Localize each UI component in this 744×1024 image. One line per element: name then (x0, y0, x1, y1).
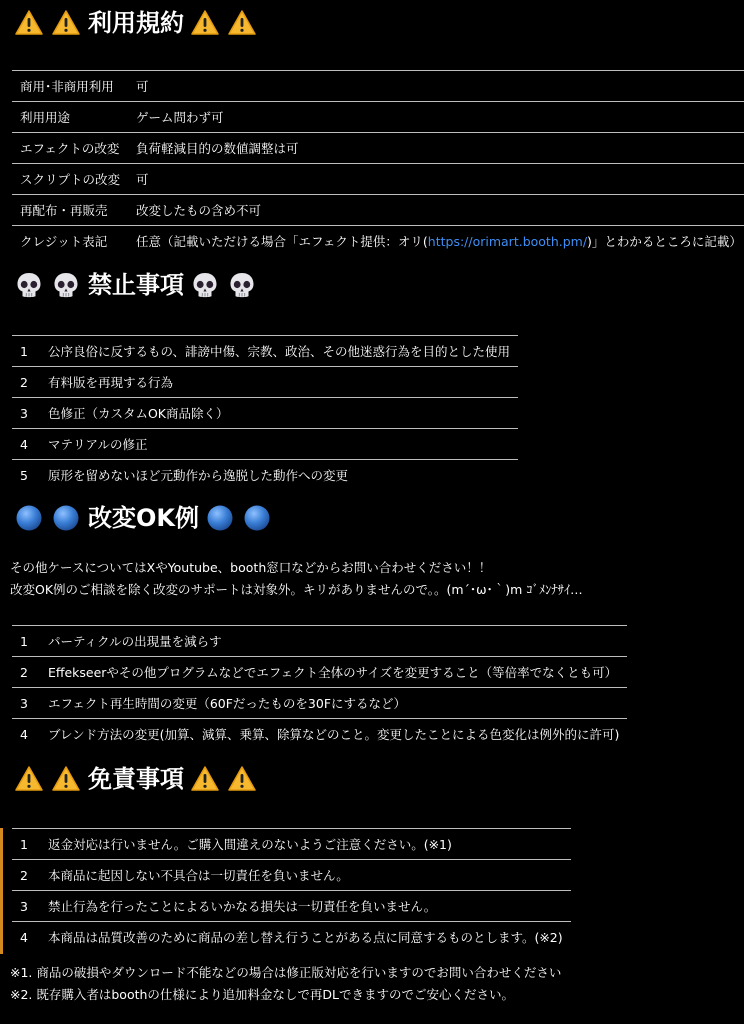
table-row (12, 367, 518, 398)
row-number: 3 (12, 891, 40, 922)
credit-text-after: )」とわかるところに記載） (587, 234, 742, 249)
table-row (12, 891, 571, 922)
term-value: 可 (128, 71, 744, 102)
blue-circle-icon (242, 503, 272, 533)
booth-link[interactable]: https://orimart.booth.pm/ (427, 234, 588, 249)
row-text: 禁止行為を行ったことによるいかなる損失は一切責任を負いません。 (40, 891, 571, 922)
modify-ok-note-2: 改変OK例のご相談を除く改変のサポートは対象外。キリがありませんので。。(m´･ω･｀)m ｺﾞﾒﾝﾅｻｲ… (10, 582, 583, 597)
footnote-2: ※2. 既存購入者はboothの仕様により追加料金なしで再DLできますのでご安心ください。 (10, 987, 515, 1002)
row-text: 原形を留めないほど元動作から逸脱した動作への変更 (47, 468, 348, 483)
table-row (12, 626, 627, 657)
table-row (12, 133, 744, 164)
blue-circle-icon (14, 503, 44, 533)
table-row (12, 164, 744, 195)
term-value: 可 (128, 164, 744, 195)
table-row (12, 71, 744, 102)
modify-ok-note-1: その他ケースについてはXやYoutube、booth窓口などからお問い合わせください！！ (10, 560, 492, 575)
table-row (12, 719, 627, 750)
table-row (12, 922, 571, 953)
term-key: 商用･非商用利用 (12, 71, 128, 102)
row-number: 2 (12, 860, 40, 891)
table-row (12, 657, 627, 688)
skull-icon (227, 270, 257, 300)
footnote-1: ※1. 商品の破損やダウンロード不能などの場合は修正版対応を行いますのでお問い合わせください (10, 965, 562, 980)
row-number: 1 (12, 626, 40, 657)
row-text: 返金対応は行いません。ご購入間違えのないようご注意ください。(※1) (40, 829, 571, 860)
quote-bar (0, 828, 3, 954)
row-text: 色修正（カスタムOK商品除く） (40, 398, 518, 429)
disclaimer-table (12, 828, 571, 952)
row-text: 有料版を再現する行為 (40, 367, 518, 398)
row-number: 1 (12, 829, 40, 860)
row-text: マテリアルの修正 (40, 429, 518, 460)
warning-icon (51, 8, 81, 38)
term-key: エフェクトの改変 (12, 133, 128, 164)
row-text: 公序良俗に反するもの、誹謗中傷、宗教、政治、その他迷惑行為を目的とした使用 (40, 336, 518, 367)
warning-icon (227, 764, 257, 794)
term-key: 再配布・再販売 (12, 195, 128, 226)
warning-icon (51, 764, 81, 794)
modify-ok-title: 改変OK例 (88, 504, 199, 532)
row-number: 2 (12, 657, 40, 688)
table-row (12, 398, 518, 429)
row-text: 本商品に起因しない不具合は一切責任を負いません。 (40, 860, 571, 891)
table-row (12, 688, 627, 719)
row-text: Effekseerやその他プログラムなどでエフェクト全体のサイズを変更すること（等倍率でなくとも可） (40, 657, 627, 688)
terms-table (12, 70, 744, 256)
terms-heading (14, 8, 264, 38)
row-number: 1 (12, 336, 40, 367)
table-row (12, 226, 744, 257)
modify-ok-heading (14, 503, 279, 533)
warning-icon (14, 8, 44, 38)
term-key: クレジット表記 (20, 234, 108, 249)
table-row (12, 102, 744, 133)
row-text: ブレンド方法の変更(加算、減算、乗算、除算などのこと。変更したことによる色変化は例外的に許可) (47, 727, 620, 742)
term-value (128, 226, 744, 257)
prohibited-title: 禁止事項 (88, 271, 184, 299)
warning-icon (14, 764, 44, 794)
prohibited-table (12, 335, 518, 490)
row-number: 4 (20, 929, 28, 945)
table-row (12, 829, 571, 860)
warning-icon (227, 8, 257, 38)
warning-icon (190, 8, 220, 38)
skull-icon (51, 270, 81, 300)
row-number: 4 (12, 429, 40, 460)
term-value: 負荷軽減目的の数値調整は可 (128, 133, 744, 164)
disclaimer-title: 免責事項 (88, 765, 184, 793)
row-number: 3 (12, 688, 40, 719)
row-number: 3 (12, 398, 40, 429)
term-key: 利用用途 (12, 102, 128, 133)
row-number: 2 (12, 367, 40, 398)
blue-circle-icon (205, 503, 235, 533)
table-row (12, 336, 518, 367)
row-text: パーティクルの出現量を減らす (40, 626, 627, 657)
row-text: 本商品は品質改善のために商品の差し替え行うことがある点に同意するものとします。(※2) (47, 930, 563, 945)
term-key: スクリプトの改変 (12, 164, 128, 195)
row-number: 4 (20, 726, 28, 742)
prohibited-heading (14, 270, 264, 300)
disclaimer-heading (14, 764, 264, 794)
term-value: ゲーム問わず可 (128, 102, 744, 133)
table-row (12, 860, 571, 891)
blue-circle-icon (51, 503, 81, 533)
skull-icon (14, 270, 44, 300)
term-value: 改変したもの含め不可 (128, 195, 744, 226)
row-text: エフェクト再生時間の変更（60Fだったものを30Fにするなど） (40, 688, 627, 719)
modify-ok-table (12, 625, 627, 749)
row-number: 5 (20, 467, 28, 483)
table-row (12, 195, 744, 226)
table-row (12, 429, 518, 460)
terms-title: 利用規約 (88, 9, 184, 37)
table-row (12, 460, 518, 491)
warning-icon (190, 764, 220, 794)
credit-text-before: 任意（記載いただける場合「エフェクト提供：オリ( (136, 234, 428, 249)
skull-icon (190, 270, 220, 300)
